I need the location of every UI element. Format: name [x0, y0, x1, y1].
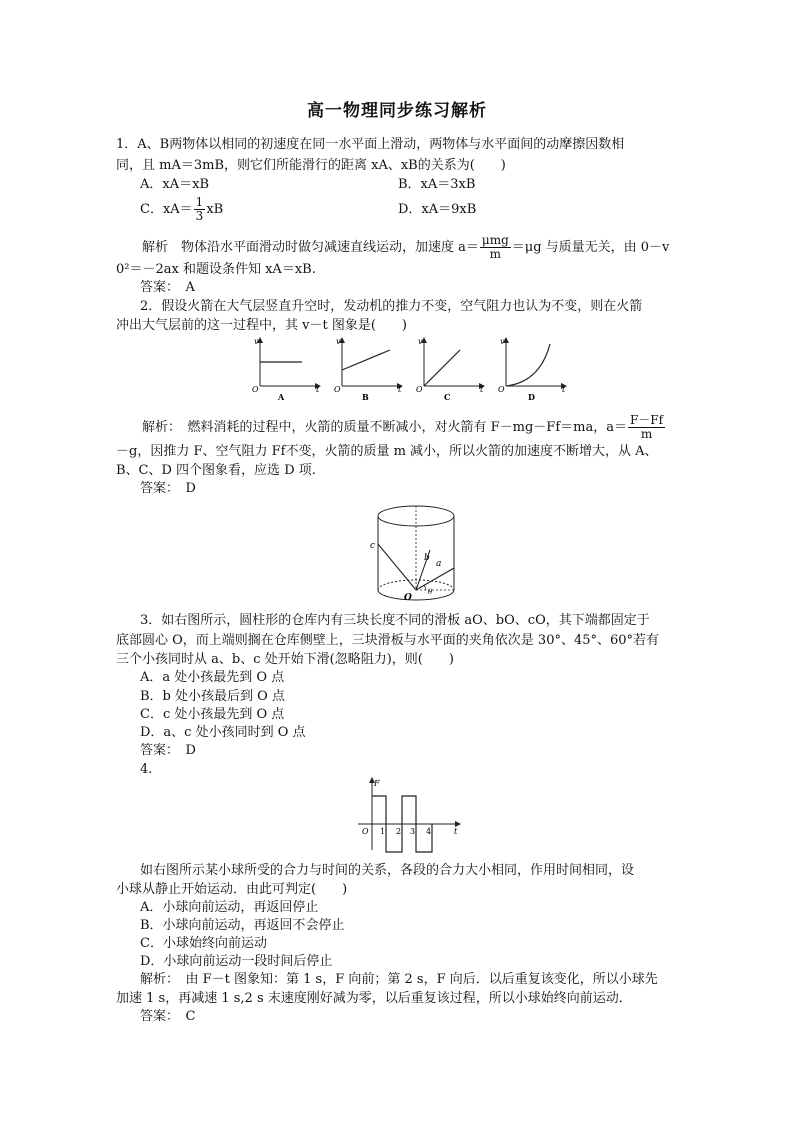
- q1-exp-fraction: [480, 234, 511, 261]
- q1-option-a: A．xA＝xB: [140, 177, 209, 192]
- q1-stem-line2: 同，且 mA＝3mB，则它们所能滑行的距离 xA、xB的关系为( ): [116, 158, 506, 173]
- q4-axis-t: t: [454, 827, 458, 836]
- q2-graph-d-t: t: [562, 385, 566, 394]
- q1-stem-line1: 1．A、B两物体以相同的初速度在同一水平面上滑动，两物体与水平面间的动摩擦因数相: [116, 137, 625, 152]
- q2-vt-graphs: [250, 334, 570, 404]
- q1-option-b: B．xA＝3xB: [398, 177, 476, 192]
- q2-graph-a: [252, 337, 320, 402]
- q3-stem-line1: 3．如右图所示，圆柱形的仓库内有三块长度不同的滑板 aO、bO、cO，其下端都固定于: [140, 613, 650, 628]
- q1-option-d: D．xA＝9xB: [398, 202, 477, 217]
- page-title: 高一物理同步练习解析: [307, 101, 487, 121]
- q3-stem-line2: 底部圆心 O，而上端则搁在仓库侧壁上，三块滑板与水平面的夹角依次是 30°、45°、60°若有: [116, 633, 660, 648]
- q2-graph-c-origin: O: [416, 385, 423, 394]
- q1-exp-pre: 解析 物体沿水平面滑动时做匀减速直线运动，加速度 a＝: [142, 240, 479, 255]
- q3-fig-label-theta: θ: [428, 588, 433, 596]
- q4-stem-line2: 小球从静止开始运动．由此可判定( ): [116, 882, 348, 897]
- q1-option-c-fraction: [194, 196, 206, 223]
- q2-answer: 答案： D: [140, 481, 196, 496]
- q2-explanation-line1: [116, 414, 686, 441]
- q1-exp-num: μmg: [481, 233, 509, 247]
- q4-tick-2: 2: [396, 827, 402, 836]
- q2-graph-c-v: v: [418, 337, 423, 346]
- q3-fig-label-c: c: [370, 541, 376, 551]
- q2-graph-b-t: t: [398, 385, 402, 394]
- q3-option-a: A．a 处小孩最先到 O 点: [140, 670, 285, 685]
- q3-cylinder-figure: [364, 500, 470, 606]
- q2-graph-d-origin: O: [498, 385, 505, 394]
- q2-graph-c: [416, 337, 484, 402]
- q1-option-c: [140, 196, 223, 223]
- q4-tick-4: 4: [426, 827, 432, 836]
- q1-option-c-post: xB: [206, 202, 224, 217]
- q3-fig-label-a: a: [436, 559, 442, 569]
- q1-option-c-num: 1: [195, 195, 204, 209]
- q3-stem-line3: 三个小孩同时从 a、b、c 处开始下滑(忽略阻力)，则( ): [116, 652, 454, 667]
- q2-explanation-line3: B、C、D 四个图象看，应选 D 项.: [116, 463, 316, 478]
- q1-exp-den: m: [489, 247, 502, 261]
- q2-stem-line2: 冲出大气层前的这一过程中，其 v－t 图象是( ): [116, 318, 407, 333]
- q1-explanation-line2: 0²＝－2ax 和题设条件知 xA＝xB.: [116, 262, 316, 277]
- q4-stem-line1: 如右图所示某小球所受的合力与时间的关系，各段的合力大小相同，作用时间相同，设: [140, 863, 635, 878]
- q2-graph-a-origin: O: [252, 385, 259, 394]
- q1-option-c-den: 3: [195, 209, 204, 223]
- q4-option-a: A．小球向前运动，再返回停止: [140, 900, 319, 915]
- q4-tick-1: 1: [380, 827, 386, 836]
- q2-exp-pre: 解析： 燃料消耗的过程中，火箭的质量不断减小，对火箭有 F－mg－Ff＝ma，a＝: [142, 420, 627, 435]
- q2-graph-a-t: t: [316, 385, 320, 394]
- q3-answer: 答案： D: [140, 743, 196, 758]
- q2-graph-a-v: v: [254, 337, 259, 346]
- q4-option-c: C．小球始终向前运动: [140, 936, 267, 951]
- q3-fig-label-o: O: [404, 593, 412, 603]
- q4-ft-graph: [356, 774, 466, 858]
- q3-option-c: C．c 处小孩最先到 O 点: [140, 707, 285, 722]
- q4-axis-f: F: [374, 779, 380, 788]
- q4-explanation-line1: 解析： 由 F－t 图象知：第 1 s，F 向前；第 2 s，F 向后．以后重复该变化，所以小球先: [140, 972, 658, 987]
- q1-option-c-pre: C．xA＝: [140, 202, 193, 217]
- q2-graph-d-v: v: [500, 337, 505, 346]
- q2-graph-c-label: C: [444, 392, 451, 402]
- q4-tick-o: O: [362, 827, 369, 836]
- q3-option-d: D．a、c 处小孩同时到 O 点: [140, 725, 306, 740]
- q2-graph-c-t: t: [480, 385, 484, 394]
- q4-explanation-line2: 加速 1 s，再减速 1 s,2 s 末速度刚好减为零，以后重复该过程，所以小球始终向前运动．: [116, 991, 632, 1006]
- q1-exp-post: ＝μg 与质量无关，由 0－v: [511, 240, 670, 255]
- q2-graph-d: [498, 337, 566, 402]
- q4-answer: 答案： C: [140, 1009, 196, 1024]
- q3-fig-label-b: b: [424, 553, 430, 563]
- q2-exp-num: F－Ff: [629, 413, 664, 427]
- q2-exp-fraction: [628, 414, 665, 441]
- q2-exp-den: m: [640, 427, 653, 441]
- q2-stem-line1: 2．假设火箭在大气层竖直升空时，发动机的推力不变，空气阻力也认为不变，则在火箭: [140, 299, 643, 314]
- q4-tick-3: 3: [410, 827, 416, 836]
- q1-explanation-line1: [116, 234, 686, 261]
- q2-graph-b: [334, 337, 402, 402]
- q2-graph-b-label: B: [362, 392, 369, 402]
- q1-answer: 答案： A: [140, 280, 195, 295]
- q2-graph-b-origin: O: [334, 385, 341, 394]
- q2-graph-d-label: D: [528, 392, 535, 402]
- q2-explanation-line2: －g，因推力 F、空气阻力 Ff不变，火箭的质量 m 减小，所以火箭的加速度不断增大，从 A、: [116, 444, 658, 459]
- q4-option-b: B．小球向前运动，再返回不会停止: [140, 918, 345, 933]
- q4-number: 4.: [140, 762, 153, 777]
- q3-option-b: B．b 处小孩最后到 O 点: [140, 689, 285, 704]
- q2-graph-a-label: A: [278, 392, 285, 402]
- q4-option-d: D．小球向前运动一段时间后停止: [140, 954, 333, 969]
- q2-graph-b-v: v: [336, 337, 341, 346]
